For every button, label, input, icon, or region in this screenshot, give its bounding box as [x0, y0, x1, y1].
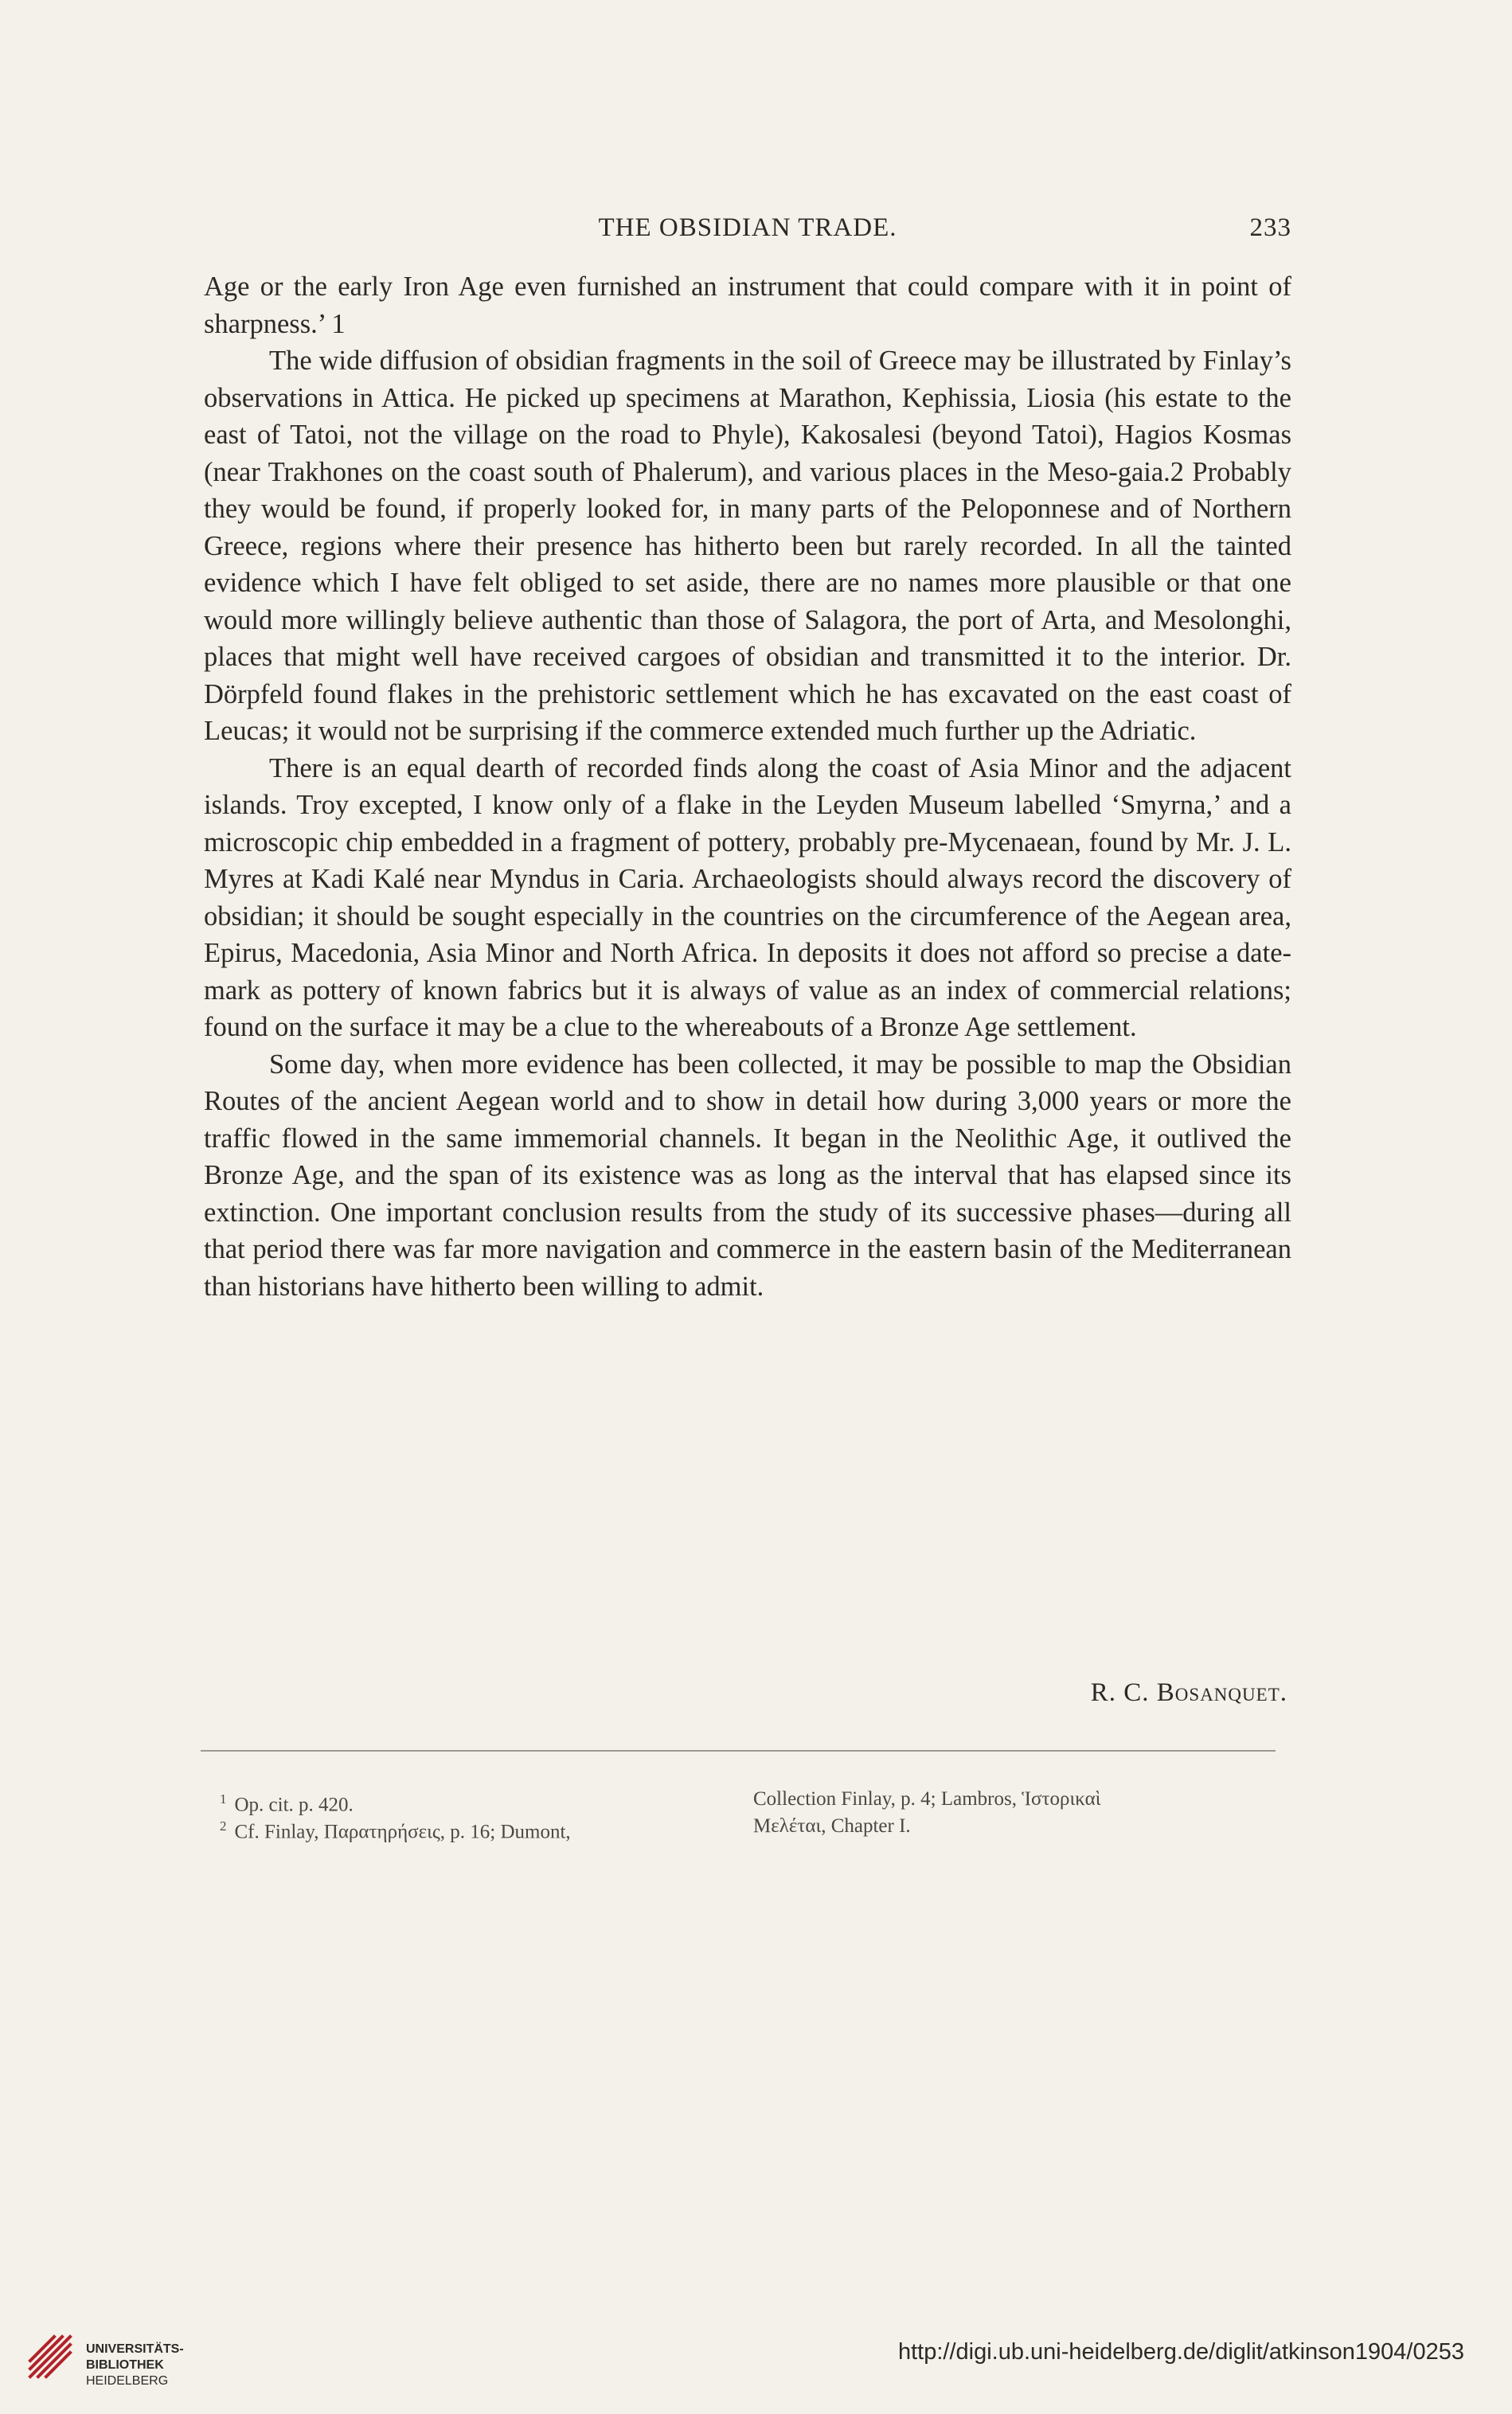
running-head	[204, 213, 1291, 252]
footnote-left	[220, 1813, 571, 1846]
paragraph: Some day, when more evidence has been collected, it may be possible to map the Obsidian Routes of the ancient Aegean world and to show in detail how during 3,000 years or more the traffic flowed in the same immemorial channels. It began in the Neolithic Age, it outlived the Bronze Age, and the span of its existence was as long as the interval that has elapsed since its extinction. One important conclusion results from the study of its successive phases—during all that period there was far more navigation and commerce in the eastern basin of the Mediterranean than historians have hitherto been willing to admit.	[204, 1049, 1291, 1302]
author-signature: R. C. Bosanquet.	[1090, 1678, 1287, 1707]
library-line: BIBLIOTHEK	[86, 2358, 164, 2372]
source-url[interactable]: http://digi.ub.uni-heidelberg.de/diglit/atkinson1904/0253	[897, 2339, 1464, 2365]
footnote-number: 1	[220, 1791, 227, 1807]
footnote-continuation: Collection Finlay, p. 4; Lambros, Ἱστορικαὶ	[753, 1788, 1101, 1810]
footnote-text: Op. cit. p. 420.	[234, 1794, 354, 1816]
footnote-number: 2	[220, 1818, 227, 1834]
page-number: 233	[1249, 213, 1291, 242]
footnote-divider	[201, 1750, 1276, 1752]
paragraph: The wide diffusion of obsidian fragments in the soil of Greece may be illustrated by Finlay’s observations in Attica. He picked up specimens at Marathon, Kephissia, Liosia (his estate to the east of Tatoi, not the village on the road to Phyle), Kakosalesi (beyond Tatoi), Hagios Kosmas (near Trakhones on the coast south of Phalerum), and various places in the Meso-gaia.2 Probably they would be found, if properly looked for, in many parts of the Peloponnese and of Northern Greece, regions where their presence has hitherto been but rarely recorded. In all the tainted evidence which I have felt obliged to set aside, there are no names more plausible or that one would more willingly believe authentic than those of Salagora, the port of Arta, and Mesolonghi, places that might well have received cargoes of obsidian and transmitted it to the interior. Dr. Dörpfeld found flakes in the prehistoric settlement which he has excavated on the east coast of Leucas; it would not be surprising if the commerce extended much further up the Adriatic.	[204, 346, 1291, 746]
library-name	[86, 2342, 184, 2389]
footnote-row	[204, 1813, 1291, 1843]
footnote-text: Cf. Finlay, Παρατηρήσεις, p. 16; Dumont,	[234, 1821, 571, 1843]
page-title: THE OBSIDIAN TRADE.	[598, 213, 897, 242]
body-text	[204, 268, 1291, 1305]
library-line: HEIDELBERG	[86, 2374, 169, 2388]
paragraph: There is an equal dearth of recorded finds along the coast of Asia Minor and the adjacent islands. Troy excepted, I know only of a flake in the Leyden Museum labelled ‘Smyrna,’ and a microscopic chip embedded in a fragment of pottery, probably pre-Mycenaean, found by Mr. J. L. Myres at Kadi Kalé near Myndus in Caria. Archaeologists should always record the discovery of obsidian; it should be sought especially in the countries on the circumference of the Aegean area, Epirus, Macedonia, Asia Minor and North Africa. In deposits it does not afford so precise a date-mark as pottery of known fabrics but it is always of value as an index of commercial relations; found on the surface it may be a clue to the whereabouts of a Bronze Age settlement.	[204, 752, 1291, 1042]
footnote-continuation: Μελέται, Chapter I.	[753, 1815, 911, 1837]
library-line: UNIVERSITÄTS-	[86, 2342, 184, 2356]
footnote-row	[204, 1786, 1291, 1816]
paragraph: Age or the early Iron Age even furnished an instrument that could compare with it in point of sharpness.’ 1	[204, 271, 1291, 339]
footnotes	[204, 1786, 1291, 1843]
